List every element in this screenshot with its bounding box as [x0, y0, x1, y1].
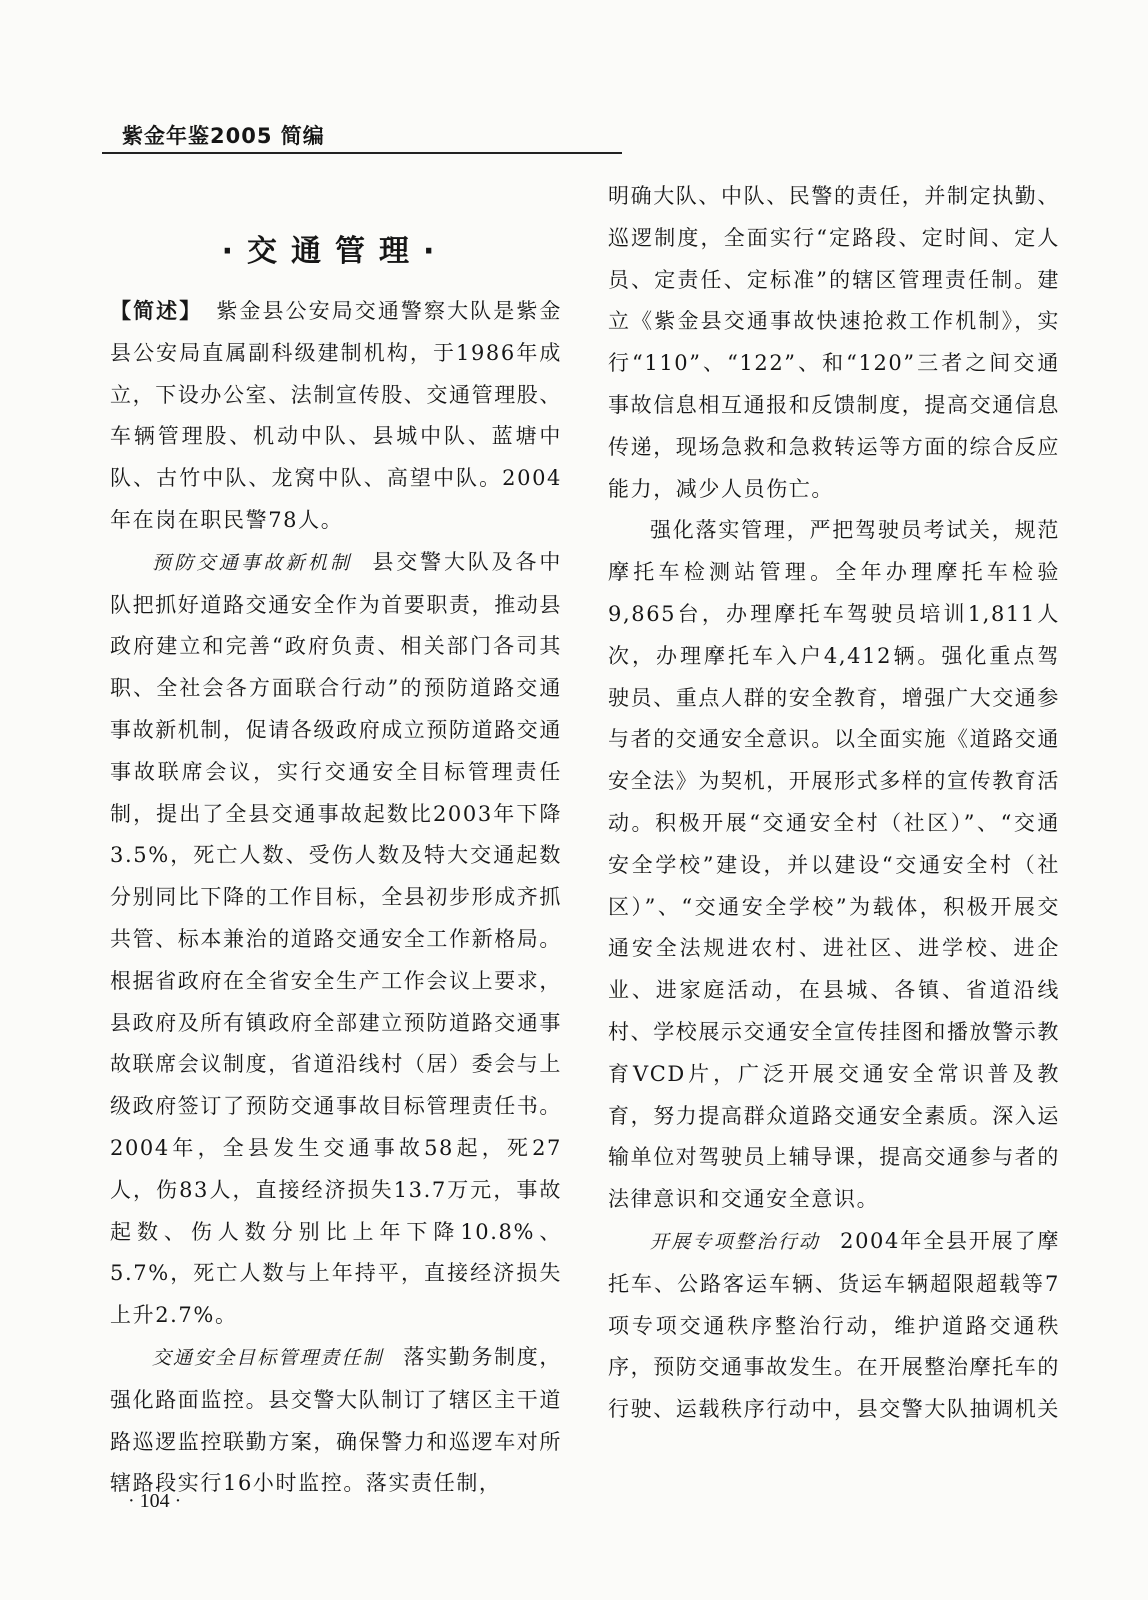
summary-tag: 【简述】 — [110, 298, 203, 323]
text-new-mechanism: 县交警大队及各中队把抓好道路交通安全作为首要职责，推动县政府建立和完善“政府负责、相关部门各司其职、全社会各方面联合行动”的预防道路交通事故新机制，促请各级政府成立预防道路交通事故联席会议，实行交通安全目标管理责任制，提出了全县交通事故起数比2003年下降3.5%，死亡人数、受伤人数及特大交通起数分别同比下降的工作目标，全县初步形成齐抓共管、标本兼治的道路交通安全工作新格局。根据省政府在全省安全生产工作会议上要求，县政府及所有镇政府全部建立预防道路交通事故联席会议制度，省道沿线村（居）委会与上级政府签订了预防交通事故目标管理责任书。2004年，全县发生交通事故58起，死27人，伤83人，直接经济损失13.7万元，事故起数、伤人数分别比上年下降10.8%、5.7%，死亡人数与上年持平，直接经济损失上升2.7%。 — [110, 549, 562, 1328]
running-title: 紫金年鉴2005 简编 — [122, 124, 325, 148]
text-special-action: 2004年全县开展了摩托车、公路客运车辆、货运车辆超限超载等7项专项交通秩序整治行动，维护道路交通秩序，预防交通事故发生。在开展整治摩托车的行驶、运载秩序行动中，县交警大队抽调机关 — [608, 1228, 1060, 1422]
text-responsibility-system: 落实勤务制度，强化路面监控。县交警大队制订了辖区主干道路巡逻监控联勤方案，确保警力和巡逻车对所辖路段实行16小时监控。落实责任制， — [110, 1344, 562, 1496]
subheading-new-mechanism: 预防交通事故新机制 — [152, 551, 353, 574]
paragraph-responsibility-system — [110, 1337, 562, 1505]
left-column — [110, 290, 562, 1515]
paragraph-new-mechanism — [110, 542, 562, 1337]
section-title: ·交通管理· — [221, 234, 449, 269]
subheading-responsibility-system: 交通安全目标管理责任制 — [152, 1346, 384, 1369]
page-number: · 104 · — [128, 1490, 182, 1512]
paragraph-special-action — [608, 1221, 1060, 1431]
paragraph-management: 强化落实管理，严把驾驶员考试关，规范摩托车检测站管理。全年办理摩托车检验9,865台，办理摩托车驾驶员培训1,811人次，办理摩托车入户4,412辆。强化重点驾驶员、重点人群的安全教育，增强广大交通参与者的交通安全意识。以全面实施《道路交通安全法》为契机，开展形式多样的宣传教育活动。积极开展“交通安全村（社区）”、“交通安全学校”建设，并以建设“交通安全村（社区）”、“交通安全学校”为载体，积极开展交通安全法规进农村、进社区、进学校、进企业、进家庭活动，在县城、各镇、省道沿线村、学校展示交通安全宣传挂图和播放警示教育VCD片，广泛开展交通安全常识普及教育，努力提高群众道路交通安全素质。深入运输单位对驾驶员上辅导课，提高交通参与者的法律意识和交通安全意识。 — [608, 518, 1060, 1212]
summary-paragraph — [110, 290, 562, 542]
right-column — [608, 176, 1060, 1576]
running-header — [102, 118, 622, 154]
paragraph-continued: 明确大队、中队、民警的责任，并制定执勤、巡逻制度，全面实行“定路段、定时间、定人员、定责任、定标准”的辖区管理责任制。建立《紫金县交通事故快速抢救工作机制》，实行“110”、“122”、和“120”三者之间交通事故信息相互通报和反馈制度，提高交通信息传递，现场急救和急救转运等方面的综合反应能力，减少人员伤亡。 — [608, 184, 1060, 501]
subheading-special-action: 开展专项整治行动 — [650, 1230, 821, 1253]
summary-text: 紫金县公安局交通警察大队是紫金县公安局直属副科级建制机构，于1986年成立，下设办公室、法制宣传股、交通管理股、车辆管理股、机动中队、县城中队、蓝塘中队、古竹中队、龙窝中队、高望中队。2004年在岗在职民警78人。 — [110, 299, 562, 532]
